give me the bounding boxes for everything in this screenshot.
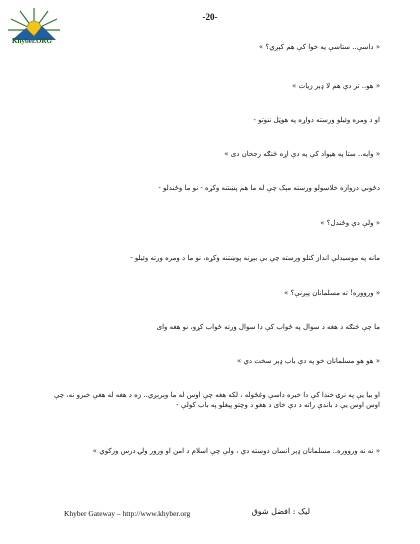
paragraph-9: ما چې څنګه د هغه د سوال په ځواب کې دا سوال ورته ځواب کړو، نو هغه وای [156, 323, 380, 331]
paragraph-7: مانه په موسيدلې انداز کتلو ورسته چې بې بېړنه پوښتنه وکړه، نو ما د ومره ورته وئيلو - [130, 254, 380, 262]
paragraph-4: « وايه.. ستا په هيواد کې په دې اړه څنګه رجحان دی » [224, 150, 380, 158]
paragraph-8: « ورووره! ته مسلمانان پېږنې؟ » [284, 289, 380, 297]
paragraph-10: « هو هو مسلمانان خو په دې باب ډېر سخت دي » [236, 357, 380, 365]
paragraph-3: او د ومره وئيلو ورسته دواړه په هوټل ننوتو - [253, 116, 380, 124]
paragraph-6: « ولې دې وځندل؟ » [320, 219, 380, 227]
paragraph-5: دځوني دروازه خلاسولو ورسته مېک چې له ما هم پښتنه وکړه - نو ما وځندلو - [158, 184, 380, 192]
paragraph-12: « نه نه ورووره.. مسلمانان ډېر انسان دوسته دي ، ولې چې اسلام د امن او ورور ولۍ درس ورکوي » [92, 447, 380, 455]
footer-website: Khyber Gateway – http://www.khyber.org [64, 509, 191, 518]
footer-author: ليک : افضل شوق [251, 507, 310, 516]
paragraph-11: او بيا يې په نرۍ خندا کې دا خبره داسې وغځوله ، لکه هغه چې اوس له ما وېرېږي.. زه د هغه له هغې خبرو نه، چې اوس اوس يې د باندې راته د دې خای د هغو د وچتو پېغلو په باب کولې - [54, 391, 380, 409]
page-number: -20- [202, 12, 218, 22]
paragraph-2: « هو.. تر دې هم لا ډېر زيات » [292, 82, 380, 90]
paragraph-1: « داسې.. ستاسې په خوا کې هم کېږي؟ » [259, 43, 380, 51]
logo-text: Khyber.ORG [12, 37, 52, 45]
